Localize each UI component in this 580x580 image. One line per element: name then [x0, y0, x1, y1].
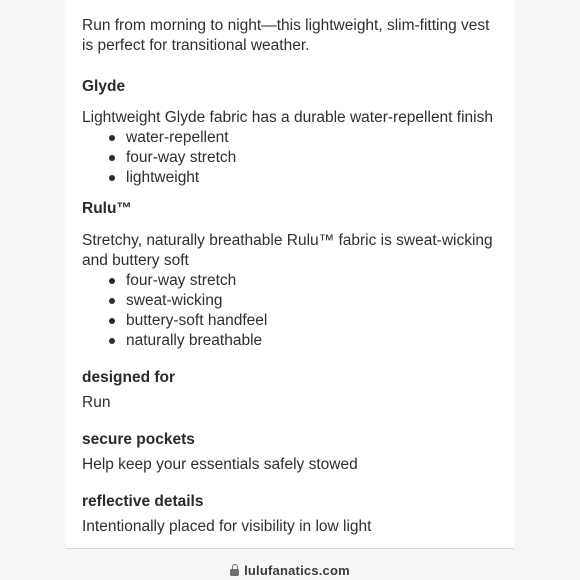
glyde-feature-list [82, 128, 498, 188]
bullet-icon [109, 155, 115, 161]
reflective-details-heading: reflective details [82, 493, 204, 510]
list-item: naturally breathable [126, 331, 498, 351]
list-item: four-way stretch [126, 271, 498, 291]
source-footer [0, 560, 580, 580]
glyde-description: Lightweight Glyde fabric has a durable water-repellent finish [82, 109, 493, 126]
list-item: sweat-wicking [126, 291, 498, 311]
rulu-description: Stretchy, naturally breathable Rulu™ fabric is sweat-wicking and buttery soft [82, 232, 493, 269]
bullet-icon [109, 278, 115, 284]
source-url[interactable]: lulufanatics.com [244, 562, 350, 578]
divider [66, 548, 514, 549]
bullet-icon [109, 175, 115, 181]
list-item: lightweight [126, 168, 498, 188]
reflective-details-value: Intentionally placed for visibility in low light [82, 518, 372, 535]
rulu-heading: Rulu™ [82, 200, 132, 217]
secure-pockets-value: Help keep your essentials safely stowed [82, 456, 358, 473]
lock-icon [230, 564, 239, 576]
bullet-icon [109, 298, 115, 304]
designed-for-value: Run [82, 394, 111, 411]
list-item: buttery-soft handfeel [126, 311, 498, 331]
product-details-card [66, 0, 514, 549]
rulu-feature-list [82, 271, 498, 351]
intro-text: Run from morning to night—this lightweight, slim-fitting vest is perfect for transitional weather. [82, 17, 490, 54]
list-item: water-repellent [126, 128, 498, 148]
list-item: four-way stretch [126, 148, 498, 168]
bullet-icon [109, 338, 115, 344]
bullet-icon [109, 135, 115, 141]
designed-for-heading: designed for [82, 369, 176, 386]
secure-pockets-heading: secure pockets [82, 431, 195, 448]
bullet-icon [109, 318, 115, 324]
glyde-heading: Glyde [82, 78, 126, 95]
